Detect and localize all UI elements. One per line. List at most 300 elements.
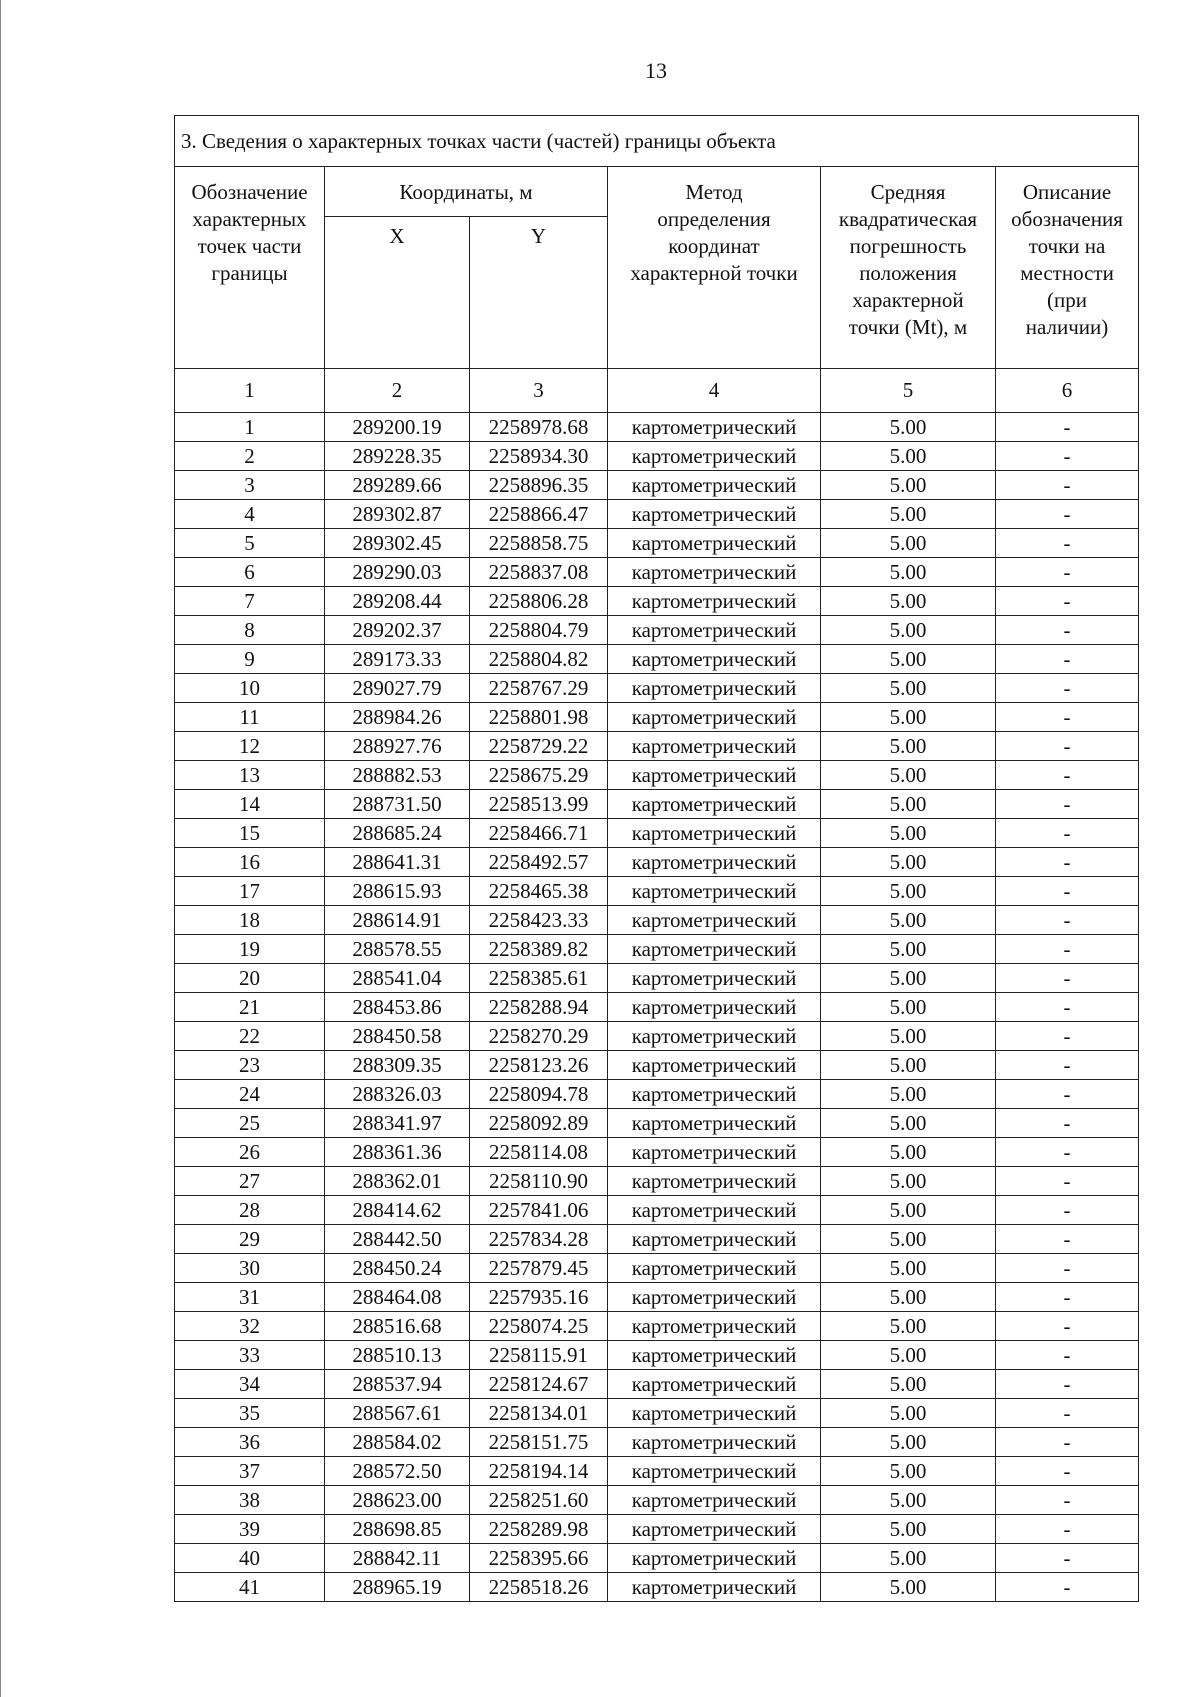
point-number-cell: 2	[175, 442, 325, 471]
accuracy-cell: 5.00	[821, 1080, 996, 1109]
description-cell: -	[996, 1225, 1139, 1254]
x-coordinate-cell: 289228.35	[325, 442, 470, 471]
x-coordinate-cell: 288984.26	[325, 703, 470, 732]
header-line: характерной	[852, 288, 964, 312]
section-title: 3. Сведения о характерных точках части (частей) границы объекта	[175, 116, 1139, 167]
method-cell: картометрический	[608, 1341, 821, 1370]
point-number-cell: 33	[175, 1341, 325, 1370]
method-cell: картометрический	[608, 442, 821, 471]
y-coordinate-cell: 2258134.01	[470, 1399, 608, 1428]
point-number-cell: 14	[175, 790, 325, 819]
column-number-row	[175, 369, 1139, 413]
y-coordinate-cell: 2258513.99	[470, 790, 608, 819]
method-cell: картометрический	[608, 587, 821, 616]
description-cell: -	[996, 1167, 1139, 1196]
accuracy-cell: 5.00	[821, 964, 996, 993]
description-cell: -	[996, 558, 1139, 587]
column-number: 4	[608, 369, 821, 413]
boundary-points-table	[174, 115, 1139, 1602]
description-cell: -	[996, 993, 1139, 1022]
point-number-cell: 16	[175, 848, 325, 877]
accuracy-cell: 5.00	[821, 877, 996, 906]
table-row	[175, 1486, 1139, 1515]
header-line: Средняя	[870, 180, 946, 204]
x-coordinate-cell: 288341.97	[325, 1109, 470, 1138]
table-row	[175, 645, 1139, 674]
description-cell: -	[996, 1080, 1139, 1109]
y-coordinate-cell: 2258801.98	[470, 703, 608, 732]
description-cell: -	[996, 674, 1139, 703]
y-coordinate-cell: 2258806.28	[470, 587, 608, 616]
y-coordinate-cell: 2258114.08	[470, 1138, 608, 1167]
point-number-cell: 24	[175, 1080, 325, 1109]
method-cell: картометрический	[608, 790, 821, 819]
table-row	[175, 1457, 1139, 1486]
y-coordinate-cell: 2258767.29	[470, 674, 608, 703]
table-row	[175, 500, 1139, 529]
header-row	[175, 167, 1139, 217]
accuracy-cell: 5.00	[821, 413, 996, 442]
description-cell: -	[996, 1573, 1139, 1602]
description-cell: -	[996, 1138, 1139, 1167]
table-row	[175, 558, 1139, 587]
table-row	[175, 1167, 1139, 1196]
header-line: местности	[1020, 261, 1114, 285]
x-coordinate-cell: 288615.93	[325, 877, 470, 906]
description-cell: -	[996, 1399, 1139, 1428]
x-coordinate-cell: 289289.66	[325, 471, 470, 500]
y-coordinate-cell: 2257935.16	[470, 1283, 608, 1312]
point-number-cell: 5	[175, 529, 325, 558]
accuracy-cell: 5.00	[821, 558, 996, 587]
y-coordinate-cell: 2258389.82	[470, 935, 608, 964]
method-cell: картометрический	[608, 1254, 821, 1283]
x-coordinate-cell: 288453.86	[325, 993, 470, 1022]
point-number-cell: 23	[175, 1051, 325, 1080]
header-description	[996, 167, 1139, 369]
accuracy-cell: 5.00	[821, 674, 996, 703]
section-title-row	[175, 116, 1139, 167]
y-coordinate-cell: 2258385.61	[470, 964, 608, 993]
method-cell: картометрический	[608, 1167, 821, 1196]
x-coordinate-cell: 288450.24	[325, 1254, 470, 1283]
y-coordinate-cell: 2258151.75	[470, 1428, 608, 1457]
method-cell: картометрический	[608, 993, 821, 1022]
description-cell: -	[996, 1341, 1139, 1370]
accuracy-cell: 5.00	[821, 1544, 996, 1573]
point-number-cell: 17	[175, 877, 325, 906]
accuracy-cell: 5.00	[821, 616, 996, 645]
header-line: координат	[668, 234, 760, 258]
header-designation	[175, 167, 325, 369]
method-cell: картометрический	[608, 906, 821, 935]
point-number-cell: 37	[175, 1457, 325, 1486]
header-method	[608, 167, 821, 369]
point-number-cell: 21	[175, 993, 325, 1022]
header-line: положения	[859, 261, 957, 285]
y-coordinate-cell: 2258423.33	[470, 906, 608, 935]
y-coordinate-cell: 2257879.45	[470, 1254, 608, 1283]
method-cell: картометрический	[608, 1051, 821, 1080]
point-number-cell: 34	[175, 1370, 325, 1399]
x-coordinate-cell: 288510.13	[325, 1341, 470, 1370]
description-cell: -	[996, 1457, 1139, 1486]
x-coordinate-cell: 288309.35	[325, 1051, 470, 1080]
x-coordinate-cell: 288584.02	[325, 1428, 470, 1457]
table-row	[175, 790, 1139, 819]
description-cell: -	[996, 964, 1139, 993]
accuracy-cell: 5.00	[821, 732, 996, 761]
accuracy-cell: 5.00	[821, 645, 996, 674]
table-row	[175, 732, 1139, 761]
x-coordinate-cell: 288464.08	[325, 1283, 470, 1312]
description-cell: -	[996, 471, 1139, 500]
method-cell: картометрический	[608, 732, 821, 761]
point-number-cell: 35	[175, 1399, 325, 1428]
accuracy-cell: 5.00	[821, 993, 996, 1022]
point-number-cell: 18	[175, 906, 325, 935]
header-x: X	[325, 217, 470, 369]
y-coordinate-cell: 2258675.29	[470, 761, 608, 790]
y-coordinate-cell: 2258978.68	[470, 413, 608, 442]
x-coordinate-cell: 288623.00	[325, 1486, 470, 1515]
method-cell: картометрический	[608, 1428, 821, 1457]
table-row	[175, 471, 1139, 500]
y-coordinate-cell: 2258896.35	[470, 471, 608, 500]
description-cell: -	[996, 848, 1139, 877]
x-coordinate-cell: 289302.45	[325, 529, 470, 558]
accuracy-cell: 5.00	[821, 1457, 996, 1486]
description-cell: -	[996, 1312, 1139, 1341]
method-cell: картометрический	[608, 1544, 821, 1573]
y-coordinate-cell: 2258858.75	[470, 529, 608, 558]
point-number-cell: 25	[175, 1109, 325, 1138]
method-cell: картометрический	[608, 1225, 821, 1254]
description-cell: -	[996, 413, 1139, 442]
description-cell: -	[996, 790, 1139, 819]
point-number-cell: 22	[175, 1022, 325, 1051]
header-coordinates: Координаты, м	[325, 167, 608, 217]
y-coordinate-cell: 2258492.57	[470, 848, 608, 877]
accuracy-cell: 5.00	[821, 1167, 996, 1196]
method-cell: картометрический	[608, 1022, 821, 1051]
y-coordinate-cell: 2258094.78	[470, 1080, 608, 1109]
method-cell: картометрический	[608, 558, 821, 587]
method-cell: картометрический	[608, 877, 821, 906]
x-coordinate-cell: 288842.11	[325, 1544, 470, 1573]
method-cell: картометрический	[608, 848, 821, 877]
method-cell: картометрический	[608, 616, 821, 645]
y-coordinate-cell: 2258288.94	[470, 993, 608, 1022]
x-coordinate-cell: 289208.44	[325, 587, 470, 616]
header-line: определения	[657, 207, 771, 231]
method-cell: картометрический	[608, 819, 821, 848]
point-number-cell: 28	[175, 1196, 325, 1225]
x-coordinate-cell: 288541.04	[325, 964, 470, 993]
point-number-cell: 13	[175, 761, 325, 790]
header-y: Y	[470, 217, 608, 369]
x-coordinate-cell: 288572.50	[325, 1457, 470, 1486]
method-cell: картометрический	[608, 645, 821, 674]
description-cell: -	[996, 1544, 1139, 1573]
column-number: 5	[821, 369, 996, 413]
description-cell: -	[996, 1051, 1139, 1080]
x-coordinate-cell: 288414.62	[325, 1196, 470, 1225]
accuracy-cell: 5.00	[821, 1196, 996, 1225]
point-number-cell: 27	[175, 1167, 325, 1196]
table-row	[175, 1370, 1139, 1399]
x-coordinate-cell: 288965.19	[325, 1573, 470, 1602]
x-coordinate-cell: 289302.87	[325, 500, 470, 529]
method-cell: картометрический	[608, 964, 821, 993]
method-cell: картометрический	[608, 1080, 821, 1109]
description-cell: -	[996, 935, 1139, 964]
method-cell: картометрический	[608, 1312, 821, 1341]
method-cell: картометрический	[608, 413, 821, 442]
x-coordinate-cell: 289200.19	[325, 413, 470, 442]
x-coordinate-cell: 289027.79	[325, 674, 470, 703]
description-cell: -	[996, 1283, 1139, 1312]
method-cell: картометрический	[608, 1370, 821, 1399]
table-row	[175, 616, 1139, 645]
column-number: 2	[325, 369, 470, 413]
method-cell: картометрический	[608, 529, 821, 558]
point-number-cell: 12	[175, 732, 325, 761]
y-coordinate-cell: 2258270.29	[470, 1022, 608, 1051]
accuracy-cell: 5.00	[821, 1283, 996, 1312]
table-row	[175, 964, 1139, 993]
description-cell: -	[996, 500, 1139, 529]
table-row	[175, 935, 1139, 964]
x-coordinate-cell: 288641.31	[325, 848, 470, 877]
point-number-cell: 15	[175, 819, 325, 848]
method-cell: картометрический	[608, 703, 821, 732]
accuracy-cell: 5.00	[821, 1051, 996, 1080]
header-line: погрешность	[849, 234, 967, 258]
column-number: 6	[996, 369, 1139, 413]
x-coordinate-cell: 288698.85	[325, 1515, 470, 1544]
table-row	[175, 703, 1139, 732]
y-coordinate-cell: 2258518.26	[470, 1573, 608, 1602]
y-coordinate-cell: 2258466.71	[470, 819, 608, 848]
table-row	[175, 993, 1139, 1022]
description-cell: -	[996, 645, 1139, 674]
point-number-cell: 36	[175, 1428, 325, 1457]
description-cell: -	[996, 1109, 1139, 1138]
header-line: точки (Mt), м	[848, 315, 968, 339]
table-row	[175, 1254, 1139, 1283]
point-number-cell: 26	[175, 1138, 325, 1167]
table-row	[175, 587, 1139, 616]
y-coordinate-cell: 2258465.38	[470, 877, 608, 906]
point-number-cell: 1	[175, 413, 325, 442]
point-number-cell: 29	[175, 1225, 325, 1254]
method-cell: картометрический	[608, 1196, 821, 1225]
y-coordinate-cell: 2258837.08	[470, 558, 608, 587]
header-line: точки на	[1028, 234, 1106, 258]
method-cell: картометрический	[608, 1138, 821, 1167]
table-row	[175, 848, 1139, 877]
table-row	[175, 1544, 1139, 1573]
point-number-cell: 8	[175, 616, 325, 645]
header-line: точек части	[197, 234, 302, 258]
accuracy-cell: 5.00	[821, 1370, 996, 1399]
y-coordinate-cell: 2257834.28	[470, 1225, 608, 1254]
description-cell: -	[996, 732, 1139, 761]
x-coordinate-cell: 288442.50	[325, 1225, 470, 1254]
method-cell: картометрический	[608, 500, 821, 529]
point-number-cell: 30	[175, 1254, 325, 1283]
method-cell: картометрический	[608, 761, 821, 790]
header-line: характерной точки	[630, 261, 798, 285]
accuracy-cell: 5.00	[821, 1486, 996, 1515]
description-cell: -	[996, 1515, 1139, 1544]
accuracy-cell: 5.00	[821, 1254, 996, 1283]
table-row	[175, 529, 1139, 558]
method-cell: картометрический	[608, 1486, 821, 1515]
accuracy-cell: 5.00	[821, 471, 996, 500]
table-row	[175, 1341, 1139, 1370]
accuracy-cell: 5.00	[821, 1399, 996, 1428]
table-row	[175, 1022, 1139, 1051]
y-coordinate-cell: 2258804.82	[470, 645, 608, 674]
description-cell: -	[996, 1254, 1139, 1283]
point-number-cell: 9	[175, 645, 325, 674]
method-cell: картометрический	[608, 1573, 821, 1602]
table-row	[175, 674, 1139, 703]
accuracy-cell: 5.00	[821, 1225, 996, 1254]
point-number-cell: 39	[175, 1515, 325, 1544]
table-row	[175, 761, 1139, 790]
y-coordinate-cell: 2258124.67	[470, 1370, 608, 1399]
accuracy-cell: 5.00	[821, 1109, 996, 1138]
table-row	[175, 1399, 1139, 1428]
accuracy-cell: 5.00	[821, 935, 996, 964]
header-line: Метод	[685, 180, 743, 204]
description-cell: -	[996, 877, 1139, 906]
method-cell: картометрический	[608, 1457, 821, 1486]
column-number: 1	[175, 369, 325, 413]
y-coordinate-cell: 2258194.14	[470, 1457, 608, 1486]
y-coordinate-cell: 2257841.06	[470, 1196, 608, 1225]
header-line: обозначения	[1011, 207, 1123, 231]
x-coordinate-cell: 288614.91	[325, 906, 470, 935]
table-row	[175, 1573, 1139, 1602]
accuracy-cell: 5.00	[821, 587, 996, 616]
method-cell: картометрический	[608, 1399, 821, 1428]
x-coordinate-cell: 288578.55	[325, 935, 470, 964]
header-line: квадратическая	[838, 207, 978, 231]
point-number-cell: 19	[175, 935, 325, 964]
method-cell: картометрический	[608, 674, 821, 703]
y-coordinate-cell: 2258110.90	[470, 1167, 608, 1196]
description-cell: -	[996, 442, 1139, 471]
description-cell: -	[996, 529, 1139, 558]
header-line: наличии)	[1025, 315, 1109, 339]
accuracy-cell: 5.00	[821, 1022, 996, 1051]
accuracy-cell: 5.00	[821, 529, 996, 558]
table-row	[175, 1196, 1139, 1225]
y-coordinate-cell: 2258866.47	[470, 500, 608, 529]
table-row	[175, 413, 1139, 442]
header-line: Обозначение	[191, 180, 308, 204]
accuracy-cell: 5.00	[821, 1573, 996, 1602]
header-accuracy	[821, 167, 996, 369]
accuracy-cell: 5.00	[821, 1515, 996, 1544]
y-coordinate-cell: 2258251.60	[470, 1486, 608, 1515]
x-coordinate-cell: 288516.68	[325, 1312, 470, 1341]
accuracy-cell: 5.00	[821, 1428, 996, 1457]
accuracy-cell: 5.00	[821, 790, 996, 819]
x-coordinate-cell: 289202.37	[325, 616, 470, 645]
table-row	[175, 906, 1139, 935]
table-row	[175, 1138, 1139, 1167]
y-coordinate-cell: 2258289.98	[470, 1515, 608, 1544]
y-coordinate-cell: 2258804.79	[470, 616, 608, 645]
accuracy-cell: 5.00	[821, 500, 996, 529]
description-cell: -	[996, 703, 1139, 732]
table-row	[175, 1428, 1139, 1457]
x-coordinate-cell: 289173.33	[325, 645, 470, 674]
header-line: Описание	[1022, 180, 1112, 204]
x-coordinate-cell: 288362.01	[325, 1167, 470, 1196]
page-edge-rule	[0, 0, 1, 1697]
header-line: границы	[211, 261, 288, 285]
description-cell: -	[996, 616, 1139, 645]
point-number-cell: 20	[175, 964, 325, 993]
x-coordinate-cell: 288537.94	[325, 1370, 470, 1399]
y-coordinate-cell: 2258074.25	[470, 1312, 608, 1341]
accuracy-cell: 5.00	[821, 848, 996, 877]
x-coordinate-cell: 288326.03	[325, 1080, 470, 1109]
accuracy-cell: 5.00	[821, 819, 996, 848]
table-row	[175, 1109, 1139, 1138]
y-coordinate-cell: 2258934.30	[470, 442, 608, 471]
method-cell: картометрический	[608, 1109, 821, 1138]
method-cell: картометрический	[608, 935, 821, 964]
accuracy-cell: 5.00	[821, 442, 996, 471]
point-number-cell: 4	[175, 500, 325, 529]
x-coordinate-cell: 288567.61	[325, 1399, 470, 1428]
point-number-cell: 3	[175, 471, 325, 500]
x-coordinate-cell: 288685.24	[325, 819, 470, 848]
y-coordinate-cell: 2258115.91	[470, 1341, 608, 1370]
y-coordinate-cell: 2258395.66	[470, 1544, 608, 1573]
accuracy-cell: 5.00	[821, 1138, 996, 1167]
y-coordinate-cell: 2258123.26	[470, 1051, 608, 1080]
header-line: (при	[1047, 288, 1088, 312]
table-row	[175, 1225, 1139, 1254]
description-cell: -	[996, 1196, 1139, 1225]
method-cell: картометрический	[608, 1515, 821, 1544]
point-number-cell: 32	[175, 1312, 325, 1341]
page-number: 13	[645, 58, 667, 83]
x-coordinate-cell: 288450.58	[325, 1022, 470, 1051]
accuracy-cell: 5.00	[821, 906, 996, 935]
description-cell: -	[996, 761, 1139, 790]
table-row	[175, 442, 1139, 471]
x-coordinate-cell: 288731.50	[325, 790, 470, 819]
x-coordinate-cell: 288361.36	[325, 1138, 470, 1167]
accuracy-cell: 5.00	[821, 703, 996, 732]
description-cell: -	[996, 587, 1139, 616]
point-number-cell: 6	[175, 558, 325, 587]
point-number-cell: 7	[175, 587, 325, 616]
method-cell: картометрический	[608, 471, 821, 500]
x-coordinate-cell: 288882.53	[325, 761, 470, 790]
table-row	[175, 1515, 1139, 1544]
description-cell: -	[996, 1486, 1139, 1515]
